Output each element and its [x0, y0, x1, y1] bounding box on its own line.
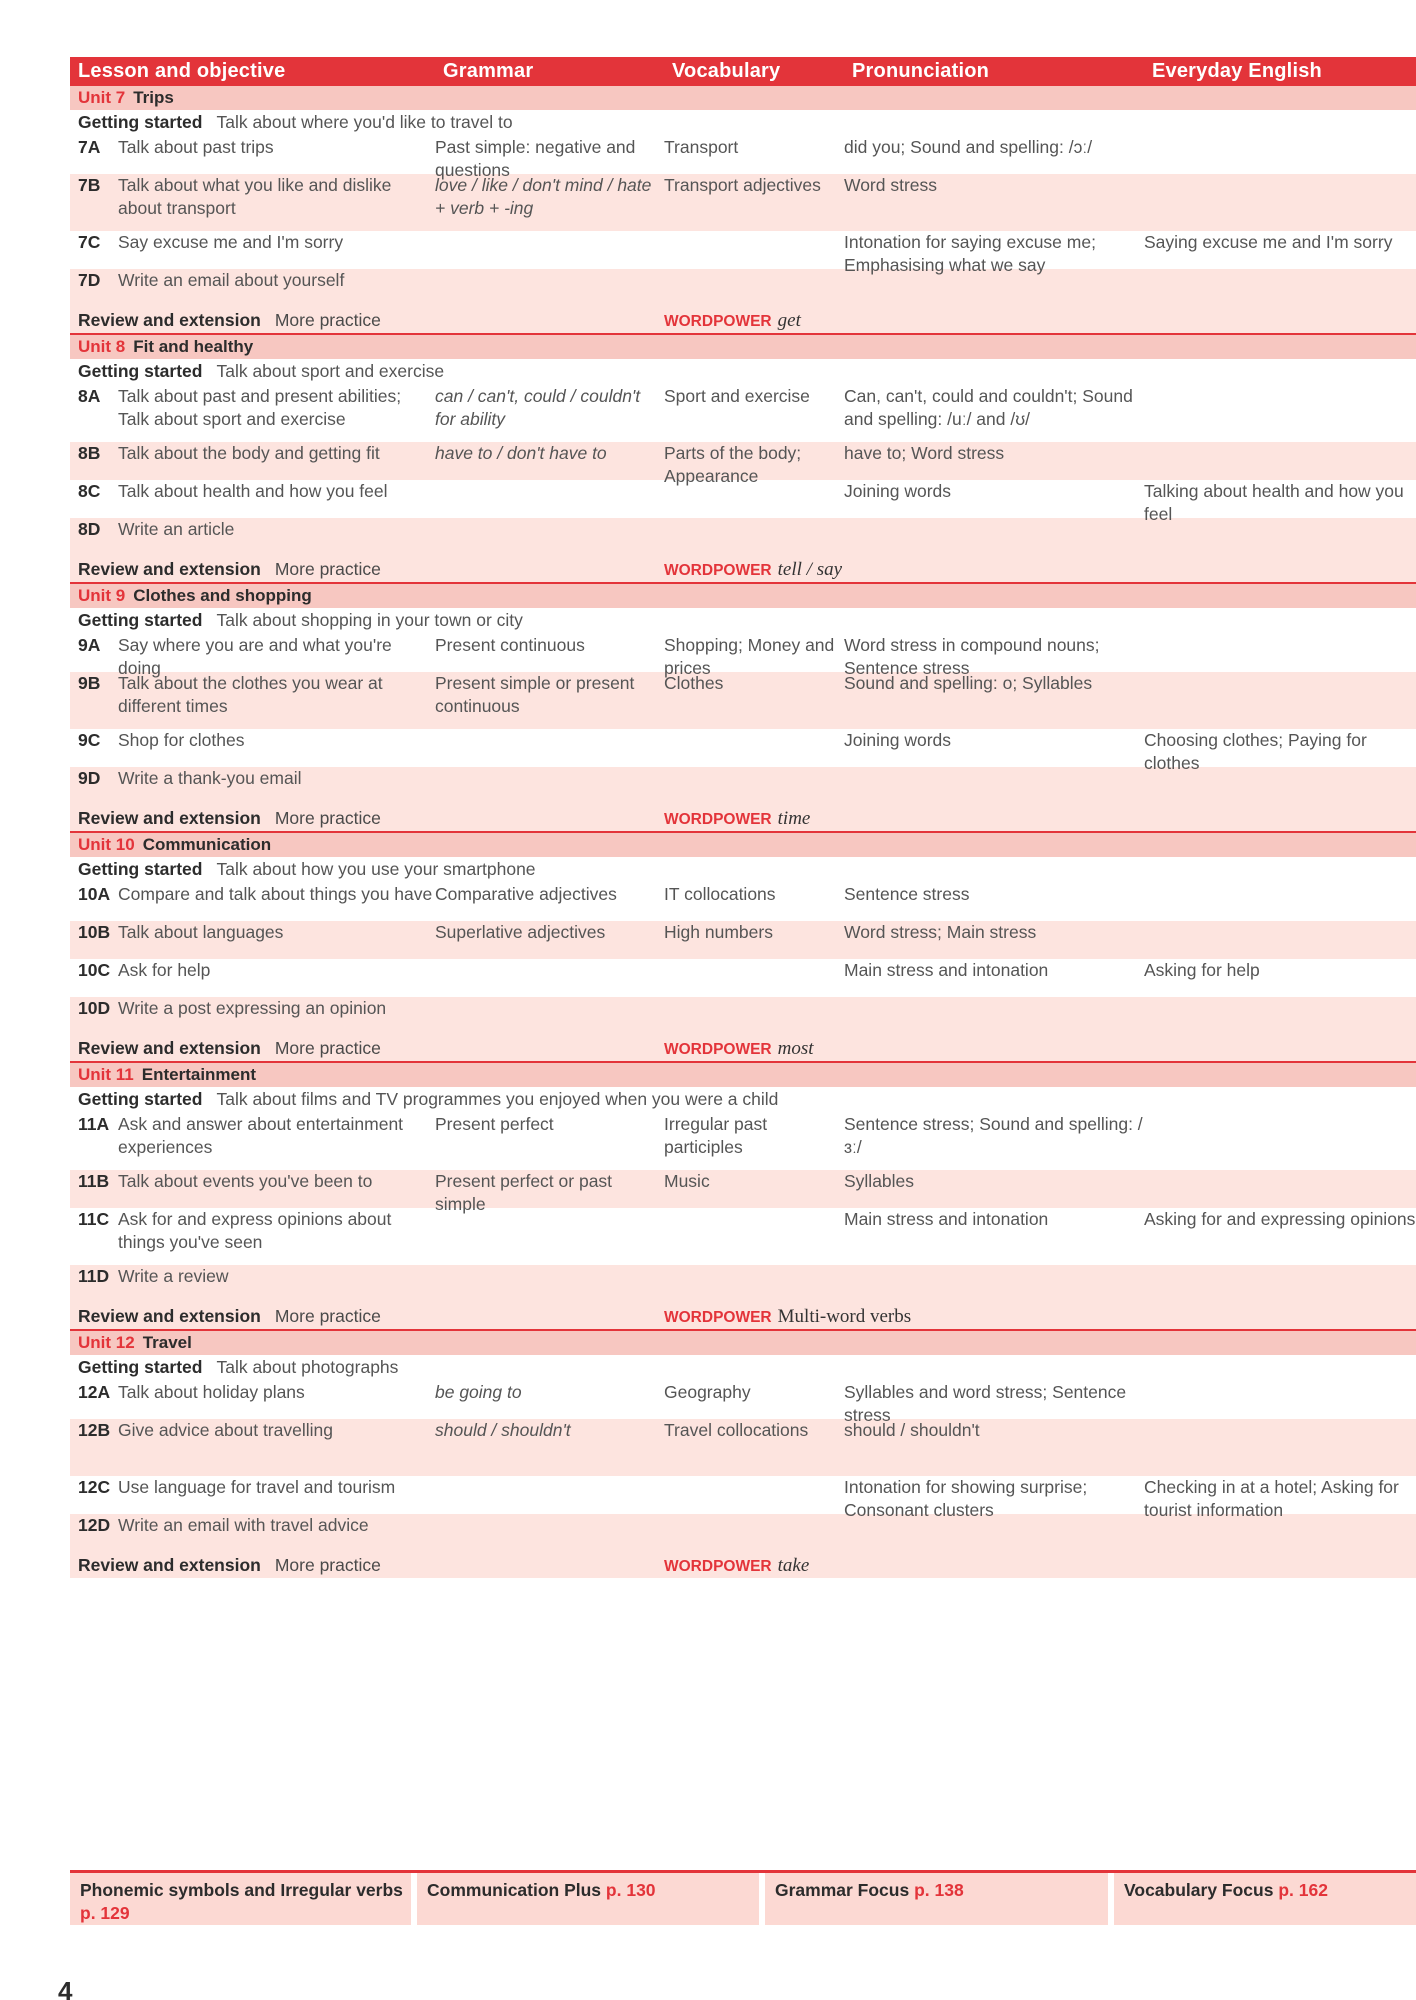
unit-title: Clothes and shopping — [133, 586, 312, 605]
footer-page: p. 138 — [914, 1880, 964, 1900]
lesson-grammar — [435, 997, 664, 1035]
lesson-code: 9C — [78, 730, 101, 750]
wordpower-label: WORDPOWER — [664, 1558, 772, 1575]
lesson-objective: Ask for and express opinions about things you've seen — [118, 1209, 392, 1252]
lesson-everyday-english — [1144, 1265, 1416, 1303]
lesson-objective: Talk about the body and getting fit — [118, 443, 380, 463]
lesson-grammar: can / can't, could / couldn't for ability — [435, 386, 641, 429]
lesson-row — [70, 174, 1416, 231]
header-lesson: Lesson and objective — [78, 60, 286, 82]
lesson-row — [70, 480, 1416, 524]
lesson-objective: Say excuse me and I'm sorry — [118, 232, 344, 252]
lesson-everyday-english: Asking for help — [1144, 960, 1260, 980]
lesson-code: 8D — [78, 519, 101, 539]
lesson-row — [70, 518, 1416, 556]
unit-number: Unit 11 — [78, 1065, 134, 1084]
review-row — [70, 307, 1416, 333]
footer-page: p. 162 — [1278, 1880, 1328, 1900]
lesson-everyday-english — [1144, 1419, 1416, 1476]
lesson-vocabulary — [664, 997, 844, 1035]
lesson-grammar — [435, 1514, 664, 1552]
lesson-objective: Talk about languages — [118, 922, 284, 942]
lesson-pronunciation — [844, 767, 1144, 805]
lesson-vocabulary: IT collocations — [664, 884, 776, 904]
lesson-code: 7D — [78, 270, 101, 290]
lesson-row — [70, 231, 1416, 275]
footer-page: p. 130 — [605, 1880, 656, 1900]
lesson-grammar: Comparative adjectives — [435, 884, 617, 904]
lesson-pronunciation: Main stress and intonation — [844, 960, 1049, 980]
lesson-objective: Talk about events you've been to — [118, 1171, 373, 1191]
lesson-objective: Use language for travel and tourism — [118, 1477, 396, 1497]
contents-table — [70, 57, 1416, 1578]
lesson-pronunciation: Syllables — [844, 1171, 915, 1191]
review-label: Review and extension — [78, 808, 261, 828]
review-label: Review and extension — [78, 1038, 261, 1058]
lesson-pronunciation — [844, 1514, 1144, 1552]
lesson-pronunciation: did you; Sound and spelling: /ɔː/ — [844, 137, 1093, 157]
lesson-vocabulary — [664, 1514, 844, 1552]
unit-number: Unit 7 — [78, 88, 126, 107]
wordpower-label: WORDPOWER — [664, 1309, 772, 1326]
lesson-code: 7B — [78, 175, 101, 195]
lesson-row — [70, 1265, 1416, 1303]
units-container — [70, 84, 1416, 1578]
getting-started-text: Talk about photographs — [216, 1357, 399, 1377]
wordpower-word: take — [777, 1555, 810, 1576]
header-grammar: Grammar — [443, 60, 534, 82]
lesson-grammar: love / like / don't mind / hate + verb + -ing — [435, 175, 652, 218]
unit-heading — [70, 333, 1416, 359]
lesson-objective: Talk about what you like and dislike about transport — [118, 175, 392, 218]
getting-started-text: Talk about films and TV programmes you enjoyed when you were a child — [216, 1089, 779, 1109]
review-row — [70, 556, 1416, 582]
lesson-vocabulary: Clothes — [664, 673, 724, 693]
getting-started-row — [70, 608, 1416, 634]
lesson-everyday-english — [1144, 1113, 1416, 1170]
lesson-everyday-english: Checking in at a hotel; Asking for tourist information — [1144, 1477, 1399, 1520]
footer-vocabulary-focus[interactable] — [1114, 1873, 1416, 1925]
lesson-code: 10D — [78, 998, 111, 1018]
lesson-row — [70, 729, 1416, 773]
footer-label: Phonemic symbols and Irregular verbs — [80, 1880, 403, 1900]
lesson-grammar: be going to — [435, 1382, 522, 1402]
lesson-grammar: Present perfect or past simple — [435, 1171, 613, 1214]
lesson-grammar: Past simple: negative and questions — [435, 137, 636, 180]
lesson-code: 11D — [78, 1266, 110, 1286]
getting-started-label: Getting started — [78, 361, 203, 381]
wordpower-label: WORDPOWER — [664, 811, 772, 828]
review-row — [70, 1035, 1416, 1061]
wordpower-word: get — [777, 310, 801, 331]
lesson-grammar — [435, 269, 664, 307]
lesson-pronunciation — [844, 518, 1144, 556]
unit-heading — [70, 831, 1416, 857]
lesson-row — [70, 767, 1416, 805]
footer-page: p. 129 — [80, 1903, 130, 1923]
review-row — [70, 805, 1416, 831]
lesson-code: 9A — [78, 635, 101, 655]
getting-started-text: Talk about where you'd like to travel to — [216, 112, 513, 132]
unit-heading — [70, 1061, 1416, 1087]
lesson-pronunciation: Sentence stress — [844, 884, 970, 904]
getting-started-text: Talk about sport and exercise — [216, 361, 445, 381]
unit-number: Unit 8 — [78, 337, 126, 356]
lesson-vocabulary: Shopping; Money and prices — [664, 635, 835, 678]
lesson-vocabulary: Sport and exercise — [664, 386, 810, 406]
lesson-code: 11B — [78, 1171, 110, 1191]
getting-started-label: Getting started — [78, 859, 203, 879]
lesson-row — [70, 672, 1416, 729]
lesson-everyday-english: Talking about health and how you feel — [1144, 481, 1404, 524]
lesson-vocabulary: Transport adjectives — [664, 175, 821, 195]
lesson-row — [70, 1419, 1416, 1476]
getting-started-row — [70, 857, 1416, 883]
lesson-grammar: Present continuous — [435, 635, 585, 655]
lesson-vocabulary — [664, 518, 844, 556]
footer-phonemic[interactable] — [70, 1873, 411, 1925]
unit-title: Communication — [142, 835, 272, 854]
footer-communication-plus[interactable] — [417, 1873, 759, 1925]
lesson-code: 10A — [78, 884, 111, 904]
lesson-vocabulary: Transport — [664, 137, 739, 157]
lesson-grammar — [435, 959, 664, 997]
lesson-row — [70, 136, 1416, 180]
lesson-pronunciation: Intonation for saying excuse me; Emphasising what we say — [844, 232, 1096, 275]
wordpower-label: WORDPOWER — [664, 1041, 772, 1058]
lesson-pronunciation: Joining words — [844, 481, 951, 501]
lesson-code: 9D — [78, 768, 101, 788]
lesson-grammar: should / shouldn't — [435, 1420, 571, 1440]
table-header — [70, 57, 1416, 84]
lesson-objective: Talk about holiday plans — [118, 1382, 305, 1402]
unit-number: Unit 9 — [78, 586, 126, 605]
getting-started-row — [70, 1355, 1416, 1381]
lesson-row — [70, 997, 1416, 1035]
lesson-objective: Write an email with travel advice — [118, 1515, 369, 1535]
lesson-everyday-english — [1144, 174, 1416, 231]
review-row — [70, 1552, 1416, 1578]
wordpower-label: WORDPOWER — [664, 313, 772, 330]
lesson-code: 7A — [78, 137, 101, 157]
wordpower-word: Multi-word verbs — [777, 1306, 912, 1327]
getting-started-label: Getting started — [78, 610, 203, 630]
lesson-objective: Ask and answer about entertainment experiences — [118, 1114, 404, 1157]
lesson-row — [70, 1514, 1416, 1552]
lesson-everyday-english — [1144, 518, 1416, 556]
lesson-pronunciation: Can, can't, could and couldn't; Sound and spelling: /uː/ and /ʊ/ — [844, 386, 1133, 429]
lesson-row — [70, 1113, 1416, 1170]
lesson-row — [70, 1208, 1416, 1265]
review-label: Review and extension — [78, 559, 261, 579]
lesson-vocabulary — [664, 1208, 844, 1265]
unit-heading — [70, 84, 1416, 110]
lesson-row — [70, 634, 1416, 678]
lesson-code: 12A — [78, 1382, 111, 1402]
lesson-row — [70, 883, 1416, 921]
review-text: More practice — [274, 559, 381, 579]
lesson-objective: Write a post expressing an opinion — [118, 998, 387, 1018]
lesson-everyday-english — [1144, 767, 1416, 805]
lesson-grammar: Superlative adjectives — [435, 922, 606, 942]
lesson-row — [70, 959, 1416, 997]
lesson-code: 11A — [78, 1114, 110, 1134]
lesson-pronunciation — [844, 269, 1144, 307]
review-label: Review and extension — [78, 310, 261, 330]
lesson-code: 10C — [78, 960, 111, 980]
lesson-grammar: Present simple or present continuous — [435, 673, 635, 716]
getting-started-text: Talk about how you use your smartphone — [216, 859, 536, 879]
lesson-row — [70, 269, 1416, 307]
footer-grammar-focus[interactable] — [765, 1873, 1108, 1925]
lesson-vocabulary — [664, 767, 844, 805]
lesson-objective: Talk about past and present abilities; Talk about sport and exercise — [118, 386, 402, 429]
footer-label: Vocabulary Focus — [1124, 1880, 1274, 1900]
lesson-everyday-english — [1144, 1514, 1416, 1552]
lesson-vocabulary — [664, 1265, 844, 1303]
lesson-pronunciation: Syllables and word stress; Sentence stress — [844, 1382, 1127, 1425]
lesson-pronunciation: Word stress; Main stress — [844, 922, 1037, 942]
review-text: More practice — [274, 310, 381, 330]
review-text: More practice — [274, 1306, 381, 1326]
footer-links — [70, 1870, 1416, 1924]
lesson-grammar — [435, 767, 664, 805]
header-vocabulary: Vocabulary — [672, 60, 781, 82]
lesson-objective: Write a review — [118, 1266, 229, 1286]
lesson-pronunciation: have to; Word stress — [844, 443, 1005, 463]
lesson-vocabulary: Travel collocations — [664, 1420, 809, 1440]
lesson-objective: Give advice about travelling — [118, 1420, 333, 1440]
lesson-vocabulary — [664, 269, 844, 307]
lesson-vocabulary: Music — [664, 1171, 710, 1191]
unit-heading — [70, 1329, 1416, 1355]
wordpower-label: WORDPOWER — [664, 562, 772, 579]
wordpower-word: time — [777, 808, 811, 829]
lesson-grammar: have to / don't have to — [435, 443, 607, 463]
lesson-grammar: Present perfect — [435, 1114, 554, 1134]
lesson-code: 8B — [78, 443, 101, 463]
lesson-grammar — [435, 518, 664, 556]
lesson-everyday-english — [1144, 269, 1416, 307]
lesson-objective: Say where you are and what you're doing — [118, 635, 392, 678]
lesson-vocabulary: Geography — [664, 1382, 751, 1402]
lesson-objective: Write a thank-you email — [118, 768, 302, 788]
lesson-pronunciation: Sound and spelling: o; Syllables — [844, 673, 1093, 693]
lesson-pronunciation — [844, 1265, 1144, 1303]
header-everyday-english: Everyday English — [1152, 60, 1322, 82]
unit-heading — [70, 582, 1416, 608]
lesson-vocabulary — [664, 959, 844, 997]
lesson-code: 12D — [78, 1515, 111, 1535]
lesson-pronunciation: Word stress in compound nouns; Sentence stress — [844, 635, 1100, 678]
lesson-row — [70, 385, 1416, 442]
lesson-code: 10B — [78, 922, 111, 942]
lesson-pronunciation: Main stress and intonation — [844, 1209, 1049, 1229]
header-pronunciation: Pronunciation — [852, 60, 990, 82]
lesson-pronunciation: Intonation for showing surprise; Consonant clusters — [844, 1477, 1088, 1520]
lesson-pronunciation: Word stress — [844, 175, 938, 195]
lesson-code: 8C — [78, 481, 101, 501]
unit-title: Trips — [133, 88, 174, 107]
lesson-grammar — [435, 1208, 664, 1265]
getting-started-row — [70, 1087, 1416, 1113]
lesson-grammar — [435, 1265, 664, 1303]
getting-started-text: Talk about shopping in your town or city — [216, 610, 523, 630]
lesson-code: 12B — [78, 1420, 111, 1440]
lesson-everyday-english: Choosing clothes; Paying for clothes — [1144, 730, 1367, 773]
lesson-code: 11C — [78, 1209, 110, 1229]
lesson-objective: Talk about the clothes you wear at different times — [118, 673, 383, 716]
lesson-objective: Write an email about yourself — [118, 270, 345, 290]
lesson-vocabulary: High numbers — [664, 922, 773, 942]
lesson-vocabulary: Parts of the body; Appearance — [664, 443, 802, 486]
lesson-everyday-english — [1144, 672, 1416, 729]
getting-started-label: Getting started — [78, 1089, 203, 1109]
lesson-pronunciation: Joining words — [844, 730, 951, 750]
lesson-objective: Write an article — [118, 519, 235, 539]
getting-started-row — [70, 359, 1416, 385]
review-text: More practice — [274, 1555, 381, 1575]
lesson-everyday-english — [1144, 385, 1416, 442]
lesson-code: 7C — [78, 232, 101, 252]
lesson-everyday-english — [1144, 997, 1416, 1035]
unit-number: Unit 12 — [78, 1333, 135, 1352]
review-label: Review and extension — [78, 1306, 261, 1326]
lesson-pronunciation: Sentence stress; Sound and spelling: /ɜː/ — [844, 1114, 1143, 1157]
lesson-everyday-english: Saying excuse me and I'm sorry — [1144, 232, 1393, 252]
review-text: More practice — [274, 808, 381, 828]
review-text: More practice — [274, 1038, 381, 1058]
unit-number: Unit 10 — [78, 835, 135, 854]
lesson-objective: Talk about health and how you feel — [118, 481, 388, 501]
lesson-objective: Ask for help — [118, 960, 211, 980]
lesson-everyday-english — [1144, 921, 1416, 959]
lesson-row — [70, 1381, 1416, 1425]
footer-label: Grammar Focus — [775, 1880, 910, 1900]
lesson-row — [70, 1170, 1416, 1214]
lesson-pronunciation — [844, 997, 1144, 1035]
lesson-code: 8A — [78, 386, 101, 406]
lesson-pronunciation: should / shouldn't — [844, 1420, 980, 1440]
unit-title: Fit and healthy — [133, 337, 254, 356]
review-label: Review and extension — [78, 1555, 261, 1575]
getting-started-label: Getting started — [78, 1357, 203, 1377]
review-row — [70, 1303, 1416, 1329]
lesson-row — [70, 921, 1416, 959]
lesson-objective: Compare and talk about things you have — [118, 884, 433, 904]
page-number: 4 — [58, 1976, 73, 2000]
unit-title: Travel — [142, 1333, 192, 1352]
lesson-row — [70, 1476, 1416, 1520]
wordpower-word: tell / say — [777, 559, 843, 580]
lesson-code: 9B — [78, 673, 101, 693]
lesson-everyday-english: Asking for and expressing opinions — [1144, 1209, 1416, 1229]
lesson-row — [70, 442, 1416, 486]
lesson-vocabulary: Irregular past participles — [664, 1114, 768, 1157]
lesson-objective: Talk about past trips — [118, 137, 274, 157]
lesson-code: 12C — [78, 1477, 111, 1497]
lesson-objective: Shop for clothes — [118, 730, 245, 750]
unit-title: Entertainment — [141, 1065, 257, 1084]
footer-label: Communication Plus — [427, 1880, 602, 1900]
wordpower-word: most — [777, 1038, 814, 1059]
getting-started-row — [70, 110, 1416, 136]
getting-started-label: Getting started — [78, 112, 203, 132]
lesson-everyday-english — [1144, 883, 1416, 921]
